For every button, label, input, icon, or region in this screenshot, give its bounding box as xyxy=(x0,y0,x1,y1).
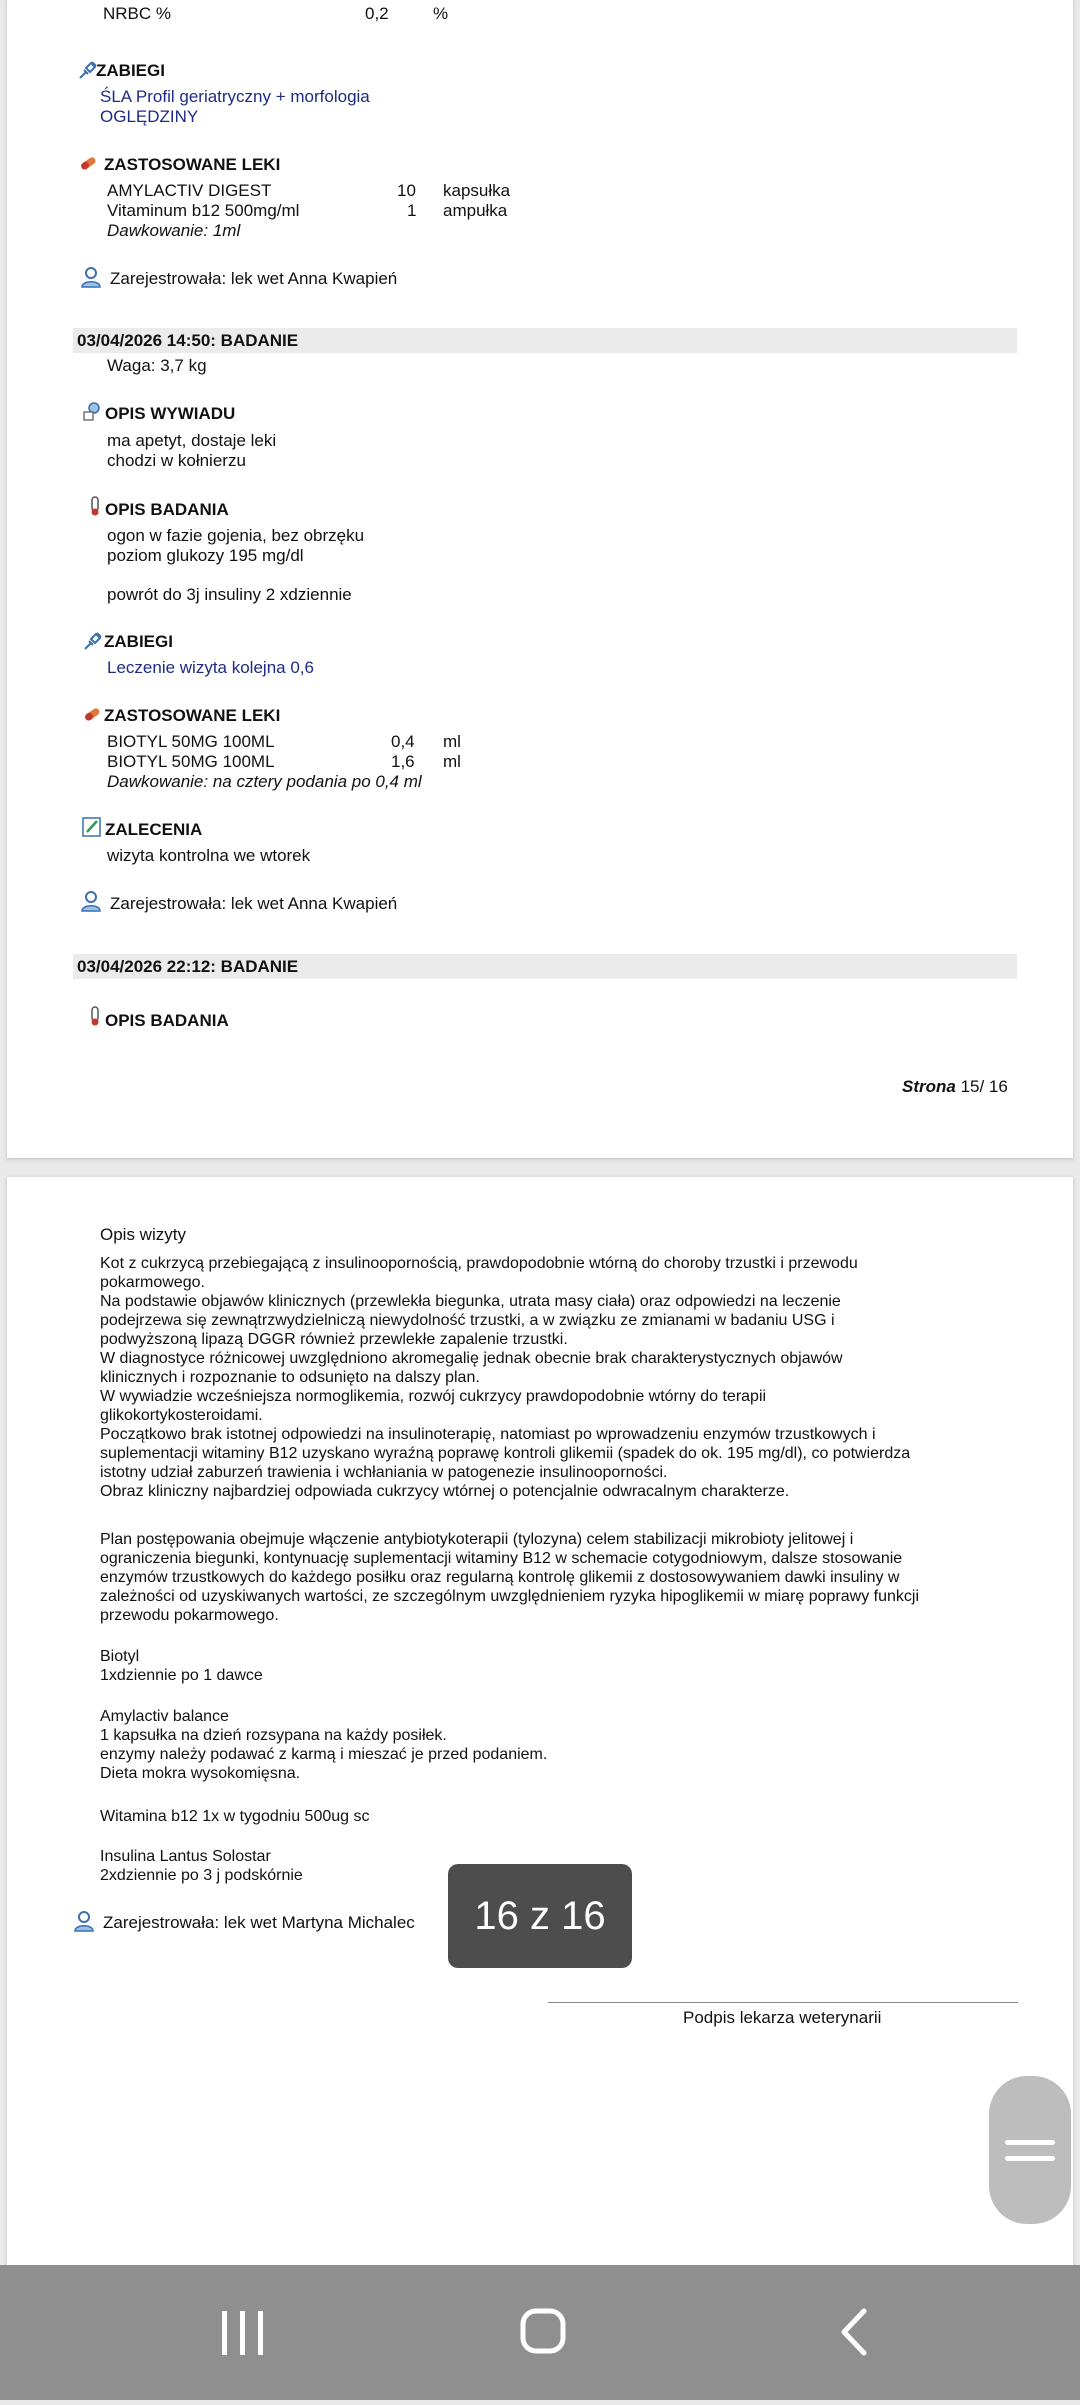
zabieg-item: OGLĘDZINY xyxy=(100,107,199,126)
paragraph-line: W diagnostyce różnicowej uwzględniono akromegalię jednak obecnie brak charakterystycznych objawów xyxy=(100,1350,843,1367)
nrbc-value: 0,2 xyxy=(365,4,389,23)
page-indicator-toast: 16 z 16 xyxy=(448,1864,632,1968)
registered-by: Zarejestrowała: lek wet Anna Kwapień xyxy=(110,894,398,913)
opis-wywiadu-title: OPIS WYWIADU xyxy=(105,404,236,423)
drug-qty: 1 xyxy=(407,201,417,220)
paragraph-line: Kot z cukrzycą przebiegającą z insulinoopornością, prawdopodobnie wtórną do choroby trzustki i przewodu xyxy=(100,1255,858,1272)
badanie-line: powrót do 3j insuliny 2 xdziennie xyxy=(107,585,352,604)
signature-label: Podpis lekarza weterynarii xyxy=(683,2008,882,2027)
paragraph-line: ograniczenia biegunki, kontynuację suplementacji witaminy B12 w schemacie cotygodniowym, dalsze stosowanie xyxy=(100,1550,903,1567)
biotyl-line: 1xdziennie po 1 dawce xyxy=(100,1667,263,1684)
pill-icon xyxy=(77,152,99,174)
wywiad-line: chodzi w kołnierzu xyxy=(107,451,246,470)
document-page-15 xyxy=(7,0,1073,1158)
opis-badania-title: OPIS BADANIA xyxy=(105,500,229,519)
recents-icon xyxy=(142,2265,302,2400)
document-page-16 xyxy=(7,1177,1073,2267)
pill-icon xyxy=(81,703,103,725)
opis-badania-title: OPIS BADANIA xyxy=(105,1011,229,1030)
amylactiv-line: Dieta mokra wysokomięsna. xyxy=(100,1765,301,1782)
amylactiv-line: 1 kapsułka na dzień rozsypana na każdy posiłek. xyxy=(100,1727,447,1744)
dosage-text: Dawkowanie: na cztery podania po 0,4 ml xyxy=(107,772,422,791)
doctor-icon xyxy=(73,1910,95,1932)
back-icon xyxy=(768,2265,928,2400)
page-number-label: Strona xyxy=(902,1077,956,1096)
paragraph-line: glikokortykosteroidami. xyxy=(100,1407,263,1424)
interview-icon xyxy=(82,400,104,422)
recents-button[interactable] xyxy=(142,2265,302,2400)
paragraph-line: Obraz kliniczny najbardziej odpowiada cukrzycy wtórnej o potencjalnie odwracalnym charakterze. xyxy=(100,1483,790,1500)
thermometer-icon xyxy=(84,1005,106,1027)
home-icon xyxy=(462,2265,622,2400)
drug-qty: 1,6 xyxy=(391,752,415,771)
insulina-line: 2xdziennie po 3 j podskórnie xyxy=(100,1867,303,1884)
insulina-block xyxy=(100,1847,303,1885)
paragraph-line: suplementacji witaminy B12 uzyskano wyraźną poprawę kontroli glikemii (spadek do ok. 195 mg/dl), co potwierdza xyxy=(100,1445,911,1462)
paragraph-line: istotny udział zaburzeń trawienia i wchłaniania w patogenezie insulinooporności. xyxy=(100,1464,668,1481)
treatment-plan-paragraph xyxy=(100,1530,919,1625)
drug-name: AMYLACTIV DIGEST xyxy=(107,181,272,200)
paragraph-line: W wywiadzie wcześniejsza normoglikemia, rozwój cukrzycy prawdopodobnie wtórny do terapii xyxy=(100,1388,767,1405)
notes-icon xyxy=(81,816,103,838)
drug-name: BIOTYL 50MG 100ML xyxy=(107,752,275,771)
wywiad-line: ma apetyt, dostaje leki xyxy=(107,431,277,450)
leki-title: ZASTOSOWANE LEKI xyxy=(104,155,281,174)
insulina-line: Insulina Lantus Solostar xyxy=(100,1848,271,1865)
drug-unit: kapsułka xyxy=(443,181,511,200)
drug-unit: ml xyxy=(443,752,461,771)
paragraph-line: pokarmowego. xyxy=(100,1274,205,1291)
visit-header: 03/04/2026 14:50: BADANIE xyxy=(73,328,1017,353)
paragraph-line: enzymów trzustkowych do każdego posiłku oraz regularną kontrolę glikemii z dostosowywaniem dawki insuliny w xyxy=(100,1569,900,1586)
page-number xyxy=(902,1077,1008,1097)
home-button[interactable] xyxy=(462,2265,622,2400)
thermometer-icon xyxy=(84,495,106,517)
biotyl-block xyxy=(100,1647,263,1685)
nrbc-unit: % xyxy=(433,4,449,23)
visit-description-paragraph xyxy=(100,1254,910,1501)
opis-wizyty-title: Opis wizyty xyxy=(100,1225,186,1244)
zabiegi-title: ZABIEGI xyxy=(96,61,165,80)
registered-by: Zarejestrowała: lek wet Anna Kwapień xyxy=(110,269,398,288)
biotyl-line: Biotyl xyxy=(100,1648,140,1665)
drug-unit: ml xyxy=(443,732,461,751)
witamina-line: Witamina b12 1x w tygodniu 500ug sc xyxy=(100,1808,370,1825)
zabieg-item: ŚLA Profil geriatryczny + morfologia xyxy=(100,87,370,106)
drug-name: Vitaminum b12 500mg/ml xyxy=(107,201,300,220)
scroll-handle-icon[interactable] xyxy=(989,2076,1071,2224)
syringe-icon xyxy=(82,630,104,652)
paragraph-line: Na podstawie objawów klinicznych (przewlekła biegunka, utrata masy ciała) oraz odpowiedzi na leczenie xyxy=(100,1293,841,1310)
amylactiv-block xyxy=(100,1707,547,1783)
zabiegi-title: ZABIEGI xyxy=(104,632,173,651)
amylactiv-line: enzymy należy podawać z karmą i mieszać je przed podaniem. xyxy=(100,1746,548,1763)
leki-title: ZASTOSOWANE LEKI xyxy=(104,706,281,725)
paragraph-line: klinicznych i rozpoznanie to odsunięto na dalszy plan. xyxy=(100,1369,480,1386)
back-button[interactable] xyxy=(768,2265,928,2400)
doctor-icon xyxy=(80,890,102,912)
nrbc-label: NRBC % xyxy=(103,4,172,23)
drug-name: BIOTYL 50MG 100ML xyxy=(107,732,275,751)
paragraph-line: zależności od uzyskiwanych wartości, ze szczególnym uwzględnieniem ryzyka hipoglikemii w miarę poprawy funkcji xyxy=(100,1588,919,1605)
paragraph-line: podwyższoną lipazą DGGR również przewlekłe zapalenie trzustki. xyxy=(100,1331,568,1348)
dosage-text: Dawkowanie: 1ml xyxy=(107,221,241,240)
weight-text: Waga: 3,7 kg xyxy=(107,356,207,375)
badanie-line: ogon w fazie gojenia, bez obrzęku xyxy=(107,526,365,545)
page-number-value: 15/ 16 xyxy=(960,1077,1008,1096)
paragraph-line: podejrzewa się zewnątrzwydzielniczą niewydolność trzustki, a w związku ze zmianami w badaniu USG i xyxy=(100,1312,835,1329)
paragraph-line: Początkowo brak istotnej odpowiedzi na insulinoterapię, natomiast po wprowadzeniu enzymów trzustkowych i xyxy=(100,1426,876,1443)
visit-header: 03/04/2026 22:12: BADANIE xyxy=(73,954,1017,979)
system-navigation-bar xyxy=(0,2265,1080,2400)
badanie-line: poziom glukozy 195 mg/dl xyxy=(107,546,304,565)
drug-qty: 0,4 xyxy=(391,732,415,751)
zalecenia-title: ZALECENIA xyxy=(105,820,203,839)
paragraph-line: Plan postępowania obejmuje włączenie antybiotykoterapii (tylozyna) celem stabilizacji mikrobioty jelitowej i xyxy=(100,1531,854,1548)
drug-qty: 10 xyxy=(397,181,416,200)
zalecenia-text: wizyta kontrolna we wtorek xyxy=(107,846,311,865)
paragraph-line: przewodu pokarmowego. xyxy=(100,1607,279,1624)
drug-unit: ampułka xyxy=(443,201,508,220)
doctor-icon xyxy=(80,266,102,288)
signature-line xyxy=(548,2002,1018,2003)
zabieg-item: Leczenie wizyta kolejna 0,6 xyxy=(107,658,314,677)
amylactiv-line: Amylactiv balance xyxy=(100,1708,229,1725)
registered-by: Zarejestrowała: lek wet Martyna Michalec xyxy=(103,1913,415,1932)
